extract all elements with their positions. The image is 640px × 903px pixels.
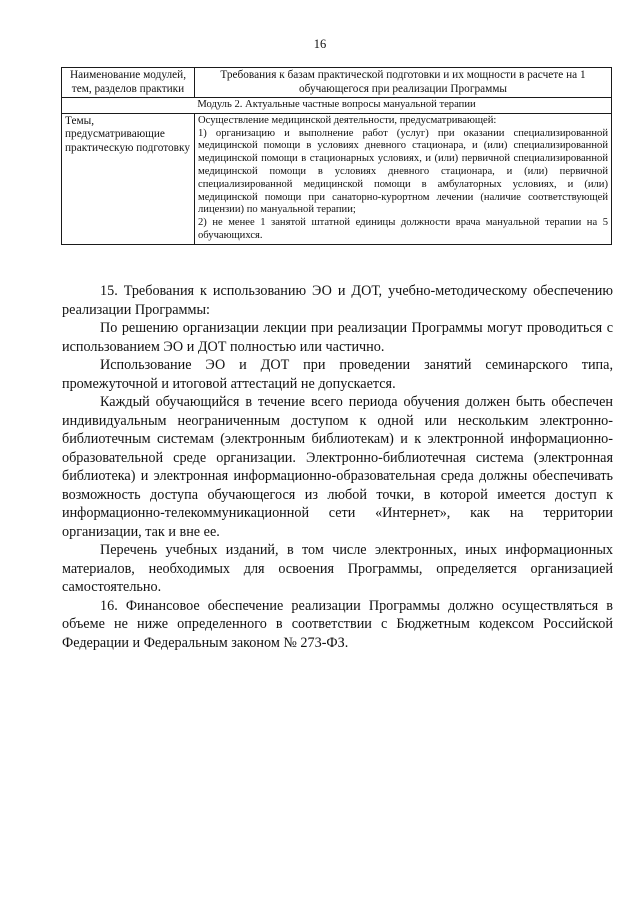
- requirement-item-1: 1) организацию и выполнение работ (услуг) при оказании специализированной медицинской помощи в условиях дневного стационара, и (или) специализированной медицинской помощи в стационарных условиях, и (или) первичной специализированной медицинской помощи в условиях дневного стационара, и (или) первичной специализированной медицинской помощи в амбулаторных условиях, и (или) медицинской помощи при санаторно-курортном лечении (наличие соответствующей лицензии) по мануальной терапии;: [198, 127, 608, 216]
- paragraph-educational-materials: Перечень учебных изданий, в том числе электронных, иных информационных материалов, необходимых для освоения Программы, определяется организацией самостоятельно.: [62, 542, 613, 595]
- paragraph-library-access: Каждый обучающийся в течение всего периода обучения должен быть обеспечен индивидуальным неограниченным доступом к одной или нескольким электронно-библиотечным системам (электронным библиотекам) и к электронной информационно-образовательной среде организации. Электронно-библиотечная система (электронная библиотека) и электронная информационно-образовательная среда должны обеспечивать возможность доступа обучающегося из любой точки, в которой имеется доступ к информационно-телекоммуникационной сети «Интернет», как на территории организации, так и вне ее.: [62, 394, 613, 540]
- requirements-intro: Осуществление медицинской деятельности, предусматривающей:: [198, 114, 497, 126]
- paragraph-seminars: Использование ЭО и ДОТ при проведении занятий семинарского типа, промежуточной и итоговой аттестаций не допускается.: [62, 357, 613, 392]
- header-modules-topics: Наименование модулей, тем, разделов практики: [62, 68, 195, 98]
- requirement-item-2: 2) не менее 1 занятой штатной единицы должности врача мануальной терапии на 5 обучающихся.: [198, 217, 608, 241]
- practice-requirements-table: [61, 67, 612, 245]
- paragraph-lectures: По решению организации лекции при реализации Программы могут проводиться с использованием ЭО и ДОТ полностью или частично.: [62, 320, 613, 355]
- document-body: [62, 282, 613, 652]
- page-number: 16: [313, 37, 327, 51]
- section-16-financing: 16. Финансовое обеспечение реализации Программы должно осуществляться в объеме не ниже определенного в соответствии с Бюджетным кодексом Российской Федерации и Федеральным законом № 273-ФЗ.: [62, 597, 613, 651]
- requirements-cell: [195, 113, 612, 244]
- module-title: Модуль 2. Актуальные частные вопросы мануальной терапии: [62, 98, 612, 114]
- module-row: [62, 98, 612, 114]
- table-header-row: [62, 68, 612, 98]
- table-row: [62, 113, 612, 244]
- topics-cell: Темы, предусматривающие практическую подготовку: [62, 113, 195, 244]
- section-15-heading: 15. Требования к использованию ЭО и ДОТ, учебно-методическому обеспечению реализации Программы:: [62, 283, 613, 318]
- header-requirements: Требования к базам практической подготовки и их мощности в расчете на 1 обучающегося при реализации Программы: [195, 68, 612, 98]
